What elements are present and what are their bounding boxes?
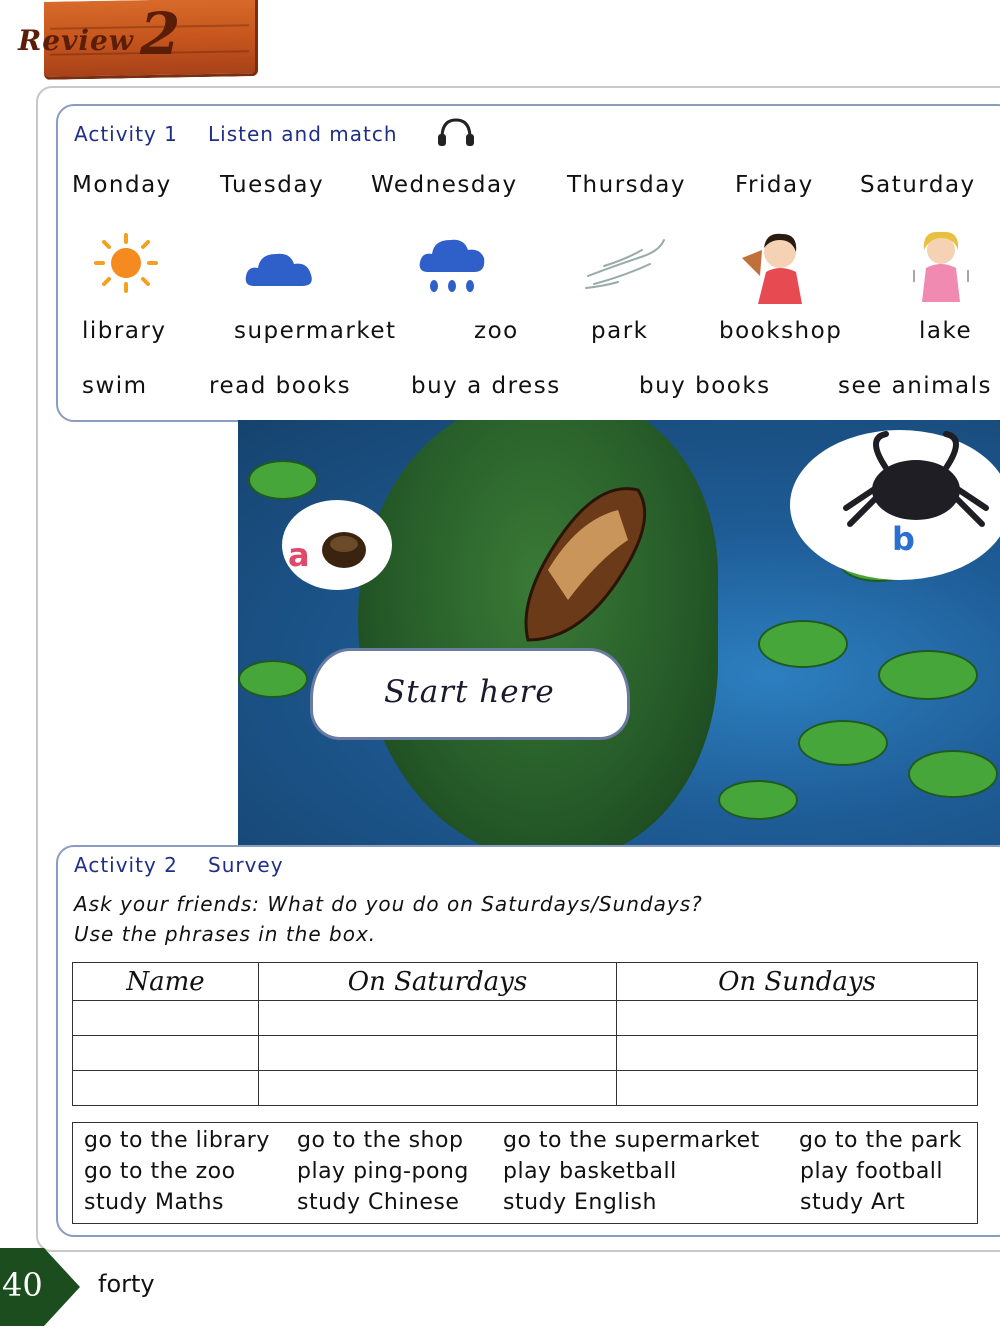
page-number: 40 — [2, 1266, 43, 1304]
place-lake: lake — [919, 318, 973, 344]
saturday-cell[interactable] — [259, 1036, 617, 1071]
phrase-supermarket: go to the supermarket — [503, 1128, 760, 1153]
place-park: park — [591, 318, 649, 344]
header-saturdays: On Saturdays — [259, 963, 617, 1001]
activity1-label: Activity 1 — [74, 122, 178, 146]
place-zoo: zoo — [474, 318, 519, 344]
start-here-text: Start here — [384, 674, 555, 710]
phrase-shop: go to the shop — [297, 1128, 464, 1153]
activity-buy-a-dress: buy a dress — [411, 373, 561, 399]
sun-icon — [92, 232, 160, 294]
header-name: Name — [73, 963, 259, 1001]
phrase-chinese: study Chinese — [297, 1190, 460, 1215]
review-number: 2 — [140, 0, 181, 68]
saturday-cell[interactable] — [259, 1001, 617, 1036]
phrase-maths: study Maths — [84, 1190, 225, 1215]
sunday-cell[interactable] — [617, 1071, 978, 1106]
instruction-use: Use the phrases in the box. — [74, 922, 377, 946]
day-monday: Monday — [72, 172, 172, 198]
name-cell[interactable] — [73, 1036, 259, 1071]
crab-icon — [836, 428, 996, 538]
phrase-ping-pong: play ping-pong — [297, 1159, 469, 1184]
activity-swim: swim — [82, 373, 148, 399]
saturday-cell[interactable] — [259, 1071, 617, 1106]
page-word: forty — [98, 1270, 155, 1298]
phrase-football: play football — [800, 1159, 944, 1184]
rain-cloud-icon — [418, 236, 486, 296]
cloud-icon — [244, 246, 316, 290]
headphones-icon — [436, 116, 476, 148]
place-bookshop: bookshop — [719, 318, 843, 344]
table-row — [73, 1001, 978, 1036]
day-thursday: Thursday — [567, 172, 686, 198]
phrase-library: go to the library — [84, 1128, 270, 1153]
phrase-basketball: play basketball — [503, 1159, 677, 1184]
header-sundays: On Sundays — [617, 963, 978, 1001]
place-library: library — [82, 318, 167, 344]
phrase-art: study Art — [800, 1190, 906, 1215]
wind-icon — [584, 236, 670, 292]
activity1-title: Listen and match — [208, 122, 398, 146]
cold-girl-icon — [910, 226, 972, 304]
activity-buy-books: buy books — [639, 373, 771, 399]
activity-read-books: read books — [209, 373, 352, 399]
survey-table — [72, 962, 978, 1106]
sunday-cell[interactable] — [617, 1036, 978, 1071]
hot-girl-icon — [740, 228, 820, 306]
place-supermarket: supermarket — [234, 318, 397, 344]
phrase-zoo: go to the zoo — [84, 1159, 236, 1184]
day-friday: Friday — [735, 172, 814, 198]
day-saturday: Saturday — [860, 172, 976, 198]
boat-icon — [508, 450, 668, 650]
instruction-ask: Ask your friends: What do you do on Saturdays/Sundays? — [74, 892, 703, 916]
table-row — [73, 1036, 978, 1071]
review-word: Review — [18, 24, 134, 57]
label-a: a — [288, 536, 310, 574]
table-row — [73, 1071, 978, 1106]
day-tuesday: Tuesday — [220, 172, 325, 198]
phrase-english: study English — [503, 1190, 657, 1215]
day-wednesday: Wednesday — [371, 172, 518, 198]
table-header-row — [73, 963, 978, 1001]
name-cell[interactable] — [73, 1071, 259, 1106]
beetle-icon — [316, 522, 372, 572]
activity2-title: Survey — [208, 853, 284, 877]
activity2-label: Activity 2 — [74, 853, 178, 877]
phrase-park: go to the park — [799, 1128, 962, 1153]
sunday-cell[interactable] — [617, 1001, 978, 1036]
activity-see-animals: see animals — [838, 373, 993, 399]
label-b: b — [892, 520, 915, 558]
name-cell[interactable] — [73, 1001, 259, 1036]
